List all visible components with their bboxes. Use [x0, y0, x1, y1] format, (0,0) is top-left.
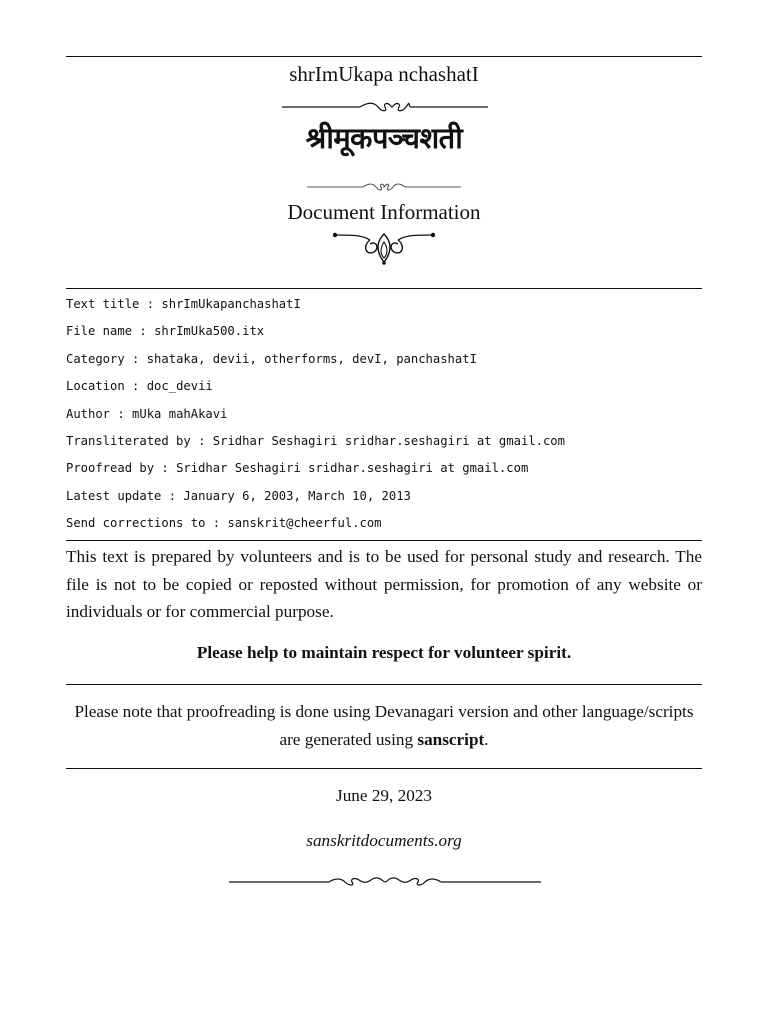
note-text: Please note that proofreading is done using Devanagari version and other language/scripts are generated using	[74, 702, 694, 749]
fleuron-ornament	[332, 228, 436, 266]
meta-row: File name : shrImUka500.itx	[66, 324, 265, 339]
meta-value: shrImUka500.itx	[154, 324, 265, 339]
ornament-divider-2	[307, 181, 461, 193]
ornament-divider-1	[282, 99, 488, 115]
disclaimer-paragraph: This text is prepared by volunteers and is to be used for personal study and research. The file is not to be copied or reposted without permission, for promotion of any website or individuals or for commercial purpose.	[66, 547, 702, 621]
meta-value: sanskrit@cheerful.com	[227, 516, 382, 531]
meta-row: Proofread by : Sridhar Seshagiri sridhar.seshagiri at gmail.com	[66, 461, 529, 476]
meta-row: Location : doc_devii	[66, 379, 213, 394]
meta-value: doc_devii	[146, 379, 213, 394]
meta-value: January 6, 2003, March 10, 2013	[183, 488, 411, 503]
section-title: Document Information	[287, 200, 481, 224]
document-date: June 29, 2023	[336, 786, 432, 805]
meta-value: shataka, devii, otherforms, devI, panchashatI	[146, 351, 477, 366]
ornament-divider-footer	[229, 875, 541, 889]
meta-bottom-divider	[66, 540, 702, 541]
meta-row: Text title : shrImUkapanchashatI	[66, 297, 301, 311]
document-title-devanagari: श्रीमूकपञ्चशती	[305, 121, 463, 155]
meta-label: Text title	[66, 297, 140, 311]
meta-label: Location	[66, 379, 125, 394]
meta-value: Sridhar Seshagiri sridhar.seshagiri at gmail.com	[212, 434, 565, 449]
meta-label: Author	[66, 406, 111, 421]
top-divider	[66, 56, 702, 57]
note-sanscript: sanscript	[417, 729, 485, 749]
meta-row: Send corrections to : sanskrit@cheerful.com	[66, 516, 382, 531]
meta-label: Category	[66, 351, 125, 366]
respect-notice: Please help to maintain respect for volunteer spirit.	[196, 643, 572, 662]
note-bottom-divider	[66, 768, 702, 769]
note-top-divider	[66, 684, 702, 685]
meta-row: Transliterated by : Sridhar Seshagiri sridhar.seshagiri at gmail.com	[66, 434, 565, 449]
meta-top-divider	[66, 288, 702, 289]
meta-row: Category : shataka, devii, otherforms, devI, panchashatI	[66, 351, 477, 366]
meta-row: Author : mUka mahAkavi	[66, 406, 228, 421]
meta-value: Sridhar Seshagiri sridhar.seshagiri at gmail.com	[176, 461, 529, 476]
meta-label: Transliterated by	[66, 434, 191, 449]
meta-value: shrImUkapanchashatI	[161, 297, 301, 311]
document-metadata	[66, 291, 706, 538]
meta-value: mUka mahAkavi	[132, 406, 228, 421]
meta-label: Latest update	[66, 488, 162, 503]
meta-label: Proofread by	[66, 461, 155, 476]
note-period: .	[484, 729, 489, 749]
site-name: sanskritdocuments.org	[306, 831, 462, 850]
meta-label: File name	[66, 324, 133, 339]
document-title: shrImUkapa nchashatI	[289, 62, 479, 86]
proofreading-note	[66, 698, 702, 753]
meta-row: Latest update : January 6, 2003, March 10, 2013	[66, 488, 411, 503]
meta-label: Send corrections to	[66, 516, 206, 531]
